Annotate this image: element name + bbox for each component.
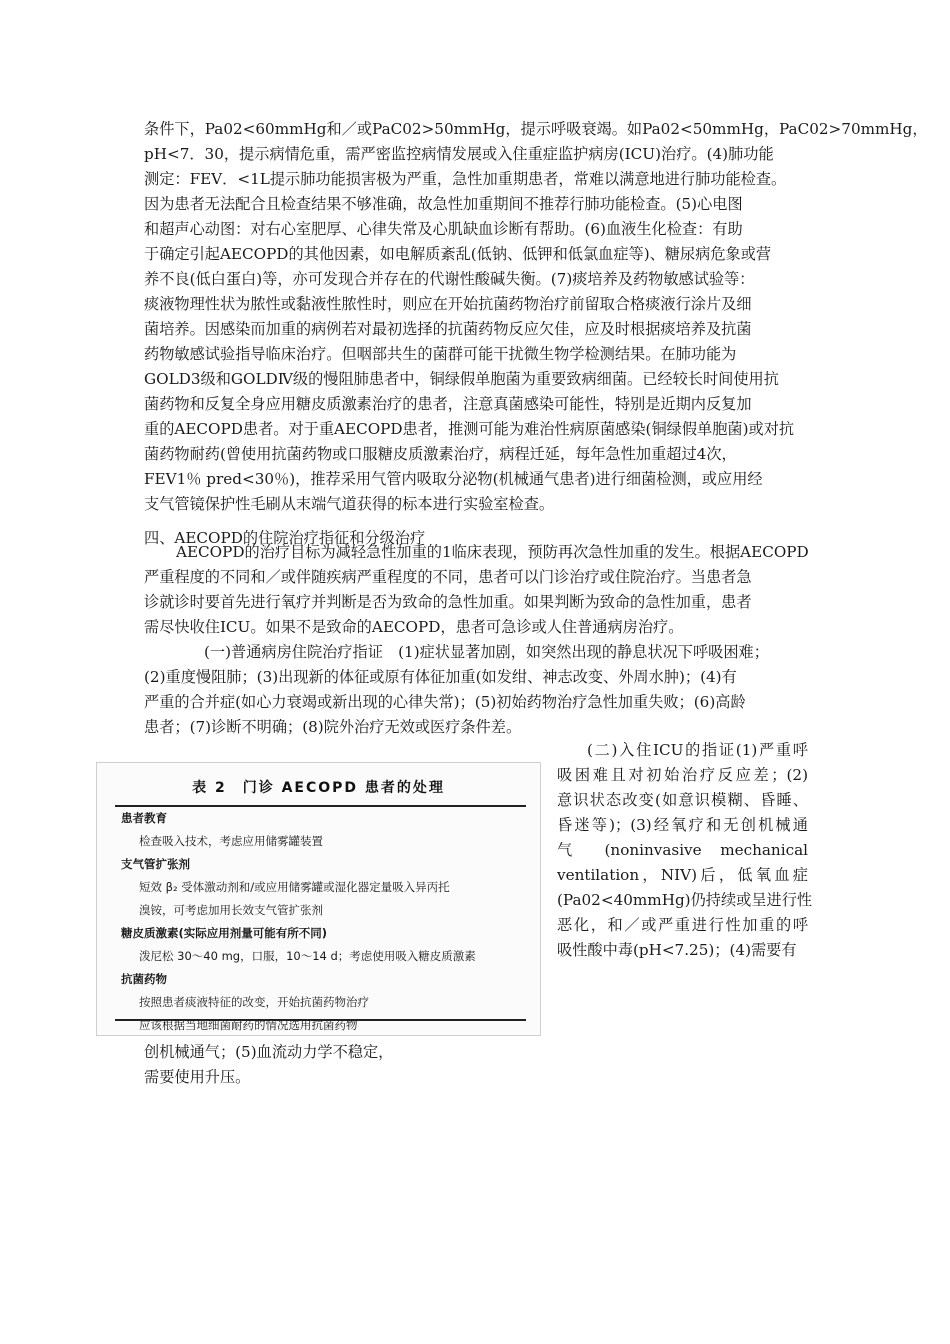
body-paragraph-diagnostics	[144, 117, 928, 517]
table-body	[121, 807, 521, 1037]
text-line: 痰液物理性状为脓性或黏液性脓性时，则应在开始抗菌药物治疗前留取合格痰液行涂片及细	[144, 295, 752, 313]
text-line: 养不良(低白蛋白)等，亦可发现合并存在的代谢性酸碱失衡。(7)痰培养及药物敏感试验等：	[144, 270, 755, 288]
text-line: ventilation，NIV)后，低氧血症	[557, 866, 808, 884]
text-line: (2)重度慢阻肺；(3)出现新的体征或原有体征加重(如发绀、神志改变、外周水肿)；(4)有	[144, 668, 737, 686]
text-line: 患者；(7)诊断不明确；(8)院外治疗无效或医疗条件差。	[144, 718, 522, 736]
text-line: 需尽快收住ICU。如果不是致命的AECOPD，患者可急诊或人住普通病房治疗。	[144, 618, 684, 636]
body-paragraph-treatment-goal	[144, 540, 808, 640]
text-line: 创机械通气；(5)血流动力学不稳定，	[144, 1043, 394, 1061]
text-line: (一)普通病房住院治疗指证 (1)症状显著加剧，如突然出现的静息状况下呼吸困难；	[204, 643, 769, 661]
text-line: 菌药物耐药(曾使用抗菌药物或口服糖皮质激素治疗，病程迁延，每年急性加重超过4次，	[144, 445, 737, 463]
text-line: pH<7．30，提示病情危重，需严密监控病情发展或入住重症监护病房(ICU)治疗。(4)肺功能	[144, 145, 774, 163]
text-line: 吸困难且对初始治疗反应差；(2)	[557, 766, 808, 784]
text-line: 恶化，和／或严重进行性加重的呼	[557, 916, 808, 934]
text-line: 条件下，Pa02<60mmHg和／或PaC02>50mmHg，提示呼吸衰竭。如Pa02<50mmHg，PaC02>70mmHg，	[144, 120, 928, 138]
text-line: 菌药物和反复全身应用糖皮质激素治疗的患者，注意真菌感染可能性，特别是近期内反复加	[144, 395, 752, 413]
text-line: 于确定引起AECOPD的其他因素，如电解质紊乱(低钠、低钾和低氯血症等)、糖尿病危象或营	[144, 245, 772, 263]
text-line: 意识状态改变(如意识模糊、昏睡、	[557, 791, 808, 809]
body-paragraph-ward-indications	[144, 640, 808, 740]
section-heading: 四、AECOPD的住院治疗指征和分级治疗	[144, 529, 426, 547]
text-line: FEV1％ pred<30％)，推荐采用气管内吸取分泌物(机械通气患者)进行细菌检测，或应用经	[144, 470, 763, 488]
text-line: 昏迷等)；(3)经氧疗和无创机械通	[557, 816, 808, 834]
text-line: 严重程度的不同和／或伴随疾病严重程度的不同，患者可以门诊治疗或住院治疗。当患者急	[144, 568, 752, 586]
text-line: AECOPD的治疗目标为减轻急性加重的1临床表现，预防再次急性加重的发生。根据AECOPD	[176, 543, 809, 561]
body-paragraph-continuation	[144, 1040, 424, 1090]
table-category-row: 支气管扩张剂	[121, 857, 190, 871]
text-line: 重的AECOPD患者。对于重AECOPD患者，推测可能为难治性病原菌感染(铜绿假单胞菌)或对抗	[144, 420, 795, 438]
text-line: (二)入住ICU的指证(1)严重呼	[587, 741, 808, 759]
text-line: 菌培养。因感染而加重的病例若对最初选择的抗菌药物反应欠佳，应及时根据痰培养及抗菌	[144, 320, 752, 338]
table-item-row: 短效 β₂ 受体激动剂和/或应用储雾罐或湿化器定量吸入异丙托	[139, 880, 450, 894]
text-line: 和超声心动图：对右心室肥厚、心律失常及心肌缺血诊断有帮助。(6)血液生化检查：有助	[144, 220, 743, 238]
text-line: GOLD3级和GOLDⅣ级的慢阻肺患者中，铜绿假单胞菌为重要致病细菌。已经较长时间使用抗	[144, 370, 779, 388]
text-line: 药物敏感试验指导临床治疗。但咽部共生的菌群可能干扰微生物学检测结果。在肺功能为	[144, 345, 737, 363]
text-line: 气 (noninvasive mechanical	[557, 841, 808, 859]
table-item-row: 溴铵，可考虑加用长效支气管扩张剂	[139, 903, 323, 917]
table-item-row: 按照患者痰液特征的改变，开始抗菌药物治疗	[139, 995, 369, 1009]
text-line: 吸性酸中毒(pH<7.25)；(4)需要有	[557, 941, 797, 959]
text-line: 严重的合并症(如心力衰竭或新出现的心律失常)；(5)初始药物治疗急性加重失败；(6)高龄	[144, 693, 746, 711]
table-item-row: 应该根据当地细菌耐药的情况选用抗菌药物	[139, 1018, 358, 1032]
table-category-row: 患者教育	[121, 811, 167, 825]
outpatient-treatment-table	[96, 762, 541, 1036]
body-paragraph-icu-indications	[557, 738, 813, 963]
table-title: 表 2 门诊 AECOPD 患者的处理	[192, 780, 445, 796]
table-category-row: 抗菌药物	[121, 972, 167, 986]
text-line: 支气管镜保护性毛刷从末端气道获得的标本进行实验室检查。	[144, 495, 555, 513]
table-item-row: 泼尼松 30～40 mg，口服，10～14 d；考虑使用吸入糖皮质激素	[139, 949, 476, 963]
table-bottom-rule	[115, 1019, 526, 1021]
table-item-row: 检查吸入技术，考虑应用储雾罐装置	[139, 834, 323, 848]
text-line: 诊就诊时要首先进行氧疗并判断是否为致命的急性加重。如果判断为致命的急性加重，患者	[144, 593, 752, 611]
text-line: (Pa02<40mmHg)仍持续或呈进行性	[557, 891, 813, 909]
text-line: 测定：FEV．<1L提示肺功能损害极为严重，急性加重期患者，常难以满意地进行肺功能检查。	[144, 170, 787, 188]
text-line: 需要使用升压。	[144, 1068, 251, 1086]
text-line: 因为患者无法配合且检查结果不够准确，故急性加重期间不推荐行肺功能检查。(5)心电图	[144, 195, 743, 213]
table-category-row: 糖皮质激素(实际应用剂量可能有所不同)	[121, 926, 328, 940]
